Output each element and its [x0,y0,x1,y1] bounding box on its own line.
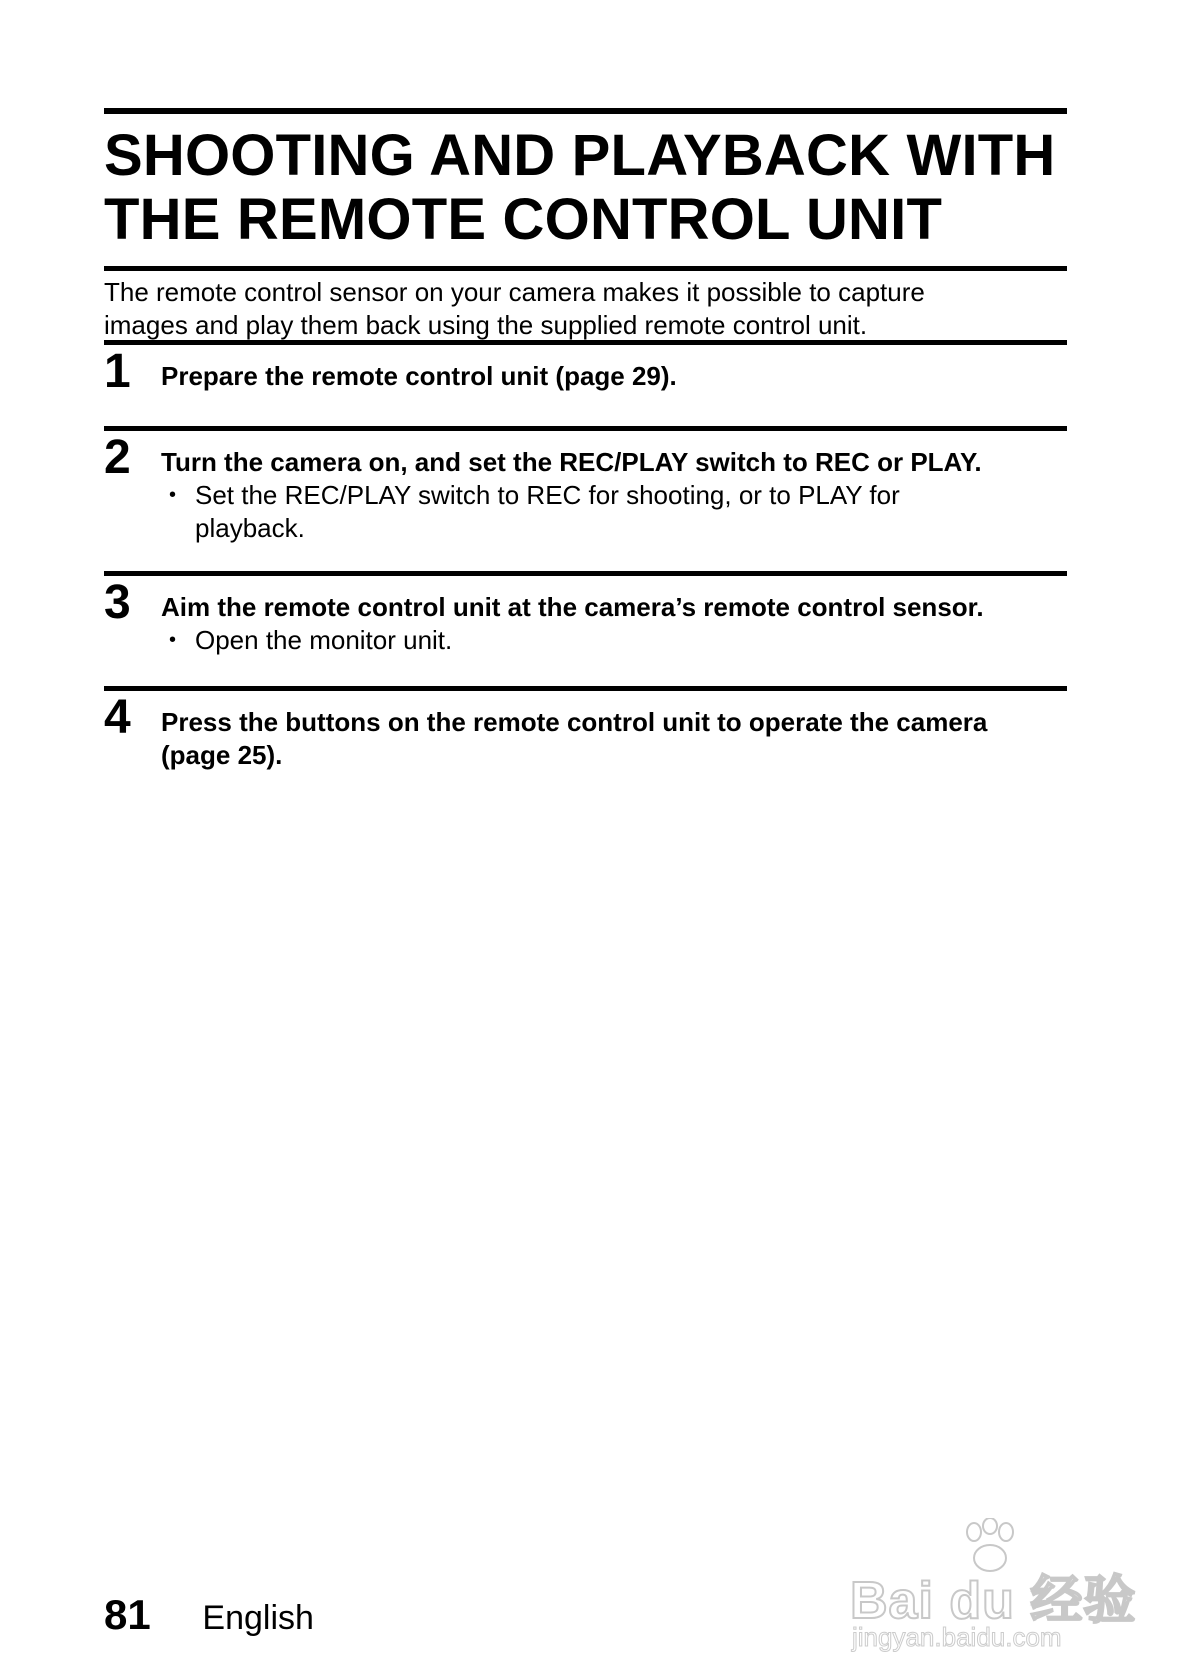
step-1 [104,340,1067,398]
step-3-bullet-line1: Open the monitor unit. [195,625,453,655]
step-3-rule [104,571,1067,576]
title-bottom-rule [104,266,1067,271]
step-4-heading-line1: Press the buttons on the remote control unit to operate the camera [161,707,988,737]
step-2-number: 2 [104,431,131,484]
page-number: 81 [104,1591,151,1638]
page-language: English [202,1599,314,1637]
step-1-number: 1 [104,345,131,398]
step-4-rule [104,686,1067,691]
step-1-body [161,360,1071,393]
step-1-rule [104,340,1067,345]
page-footer [104,1590,314,1643]
step-3 [104,571,1067,655]
step-4-number: 4 [104,691,131,744]
step-2-bullet-line2: playback. [195,513,305,543]
step-2-bullet-line1: Set the REC/PLAY switch to REC for shooting, or to PLAY for [195,480,900,510]
step-4 [104,686,1067,770]
step-2-heading: Turn the camera on, and set the REC/PLAY switch to REC or PLAY. [161,447,982,477]
page-title-line1: SHOOTING AND PLAYBACK WITH [104,123,1056,188]
intro-line2: images and play them back using the supplied remote control unit. [104,310,868,340]
intro-line1: The remote control sensor on your camera makes it possible to capture [104,277,925,307]
watermark-logo: Bai du 经验 [850,1572,1137,1630]
intro-paragraph [104,276,1067,342]
page-title-line2: THE REMOTE CONTROL UNIT [104,187,943,252]
step-2 [104,426,1067,543]
step-2-body [161,446,1071,545]
step-3-number: 3 [104,576,131,629]
bullet-dot-icon: • [169,629,177,651]
title-block [104,108,1067,271]
bullet-dot-icon: • [169,484,177,506]
page-title [104,114,1067,252]
step-1-heading: Prepare the remote control unit (page 29). [161,361,677,391]
step-3-bullet [161,624,1071,657]
step-4-heading-line2: (page 25). [161,740,283,770]
step-3-heading: Aim the remote control unit at the camera’s remote control sensor. [161,592,984,622]
step-2-bullet [161,479,1071,545]
watermark-url: jingyan.baidu.com [852,1622,1062,1652]
step-4-body [161,706,1071,772]
baidu-watermark [850,1518,1150,1652]
step-2-rule [104,426,1067,431]
step-4-heading [161,706,1071,772]
step-3-body [161,591,1071,657]
